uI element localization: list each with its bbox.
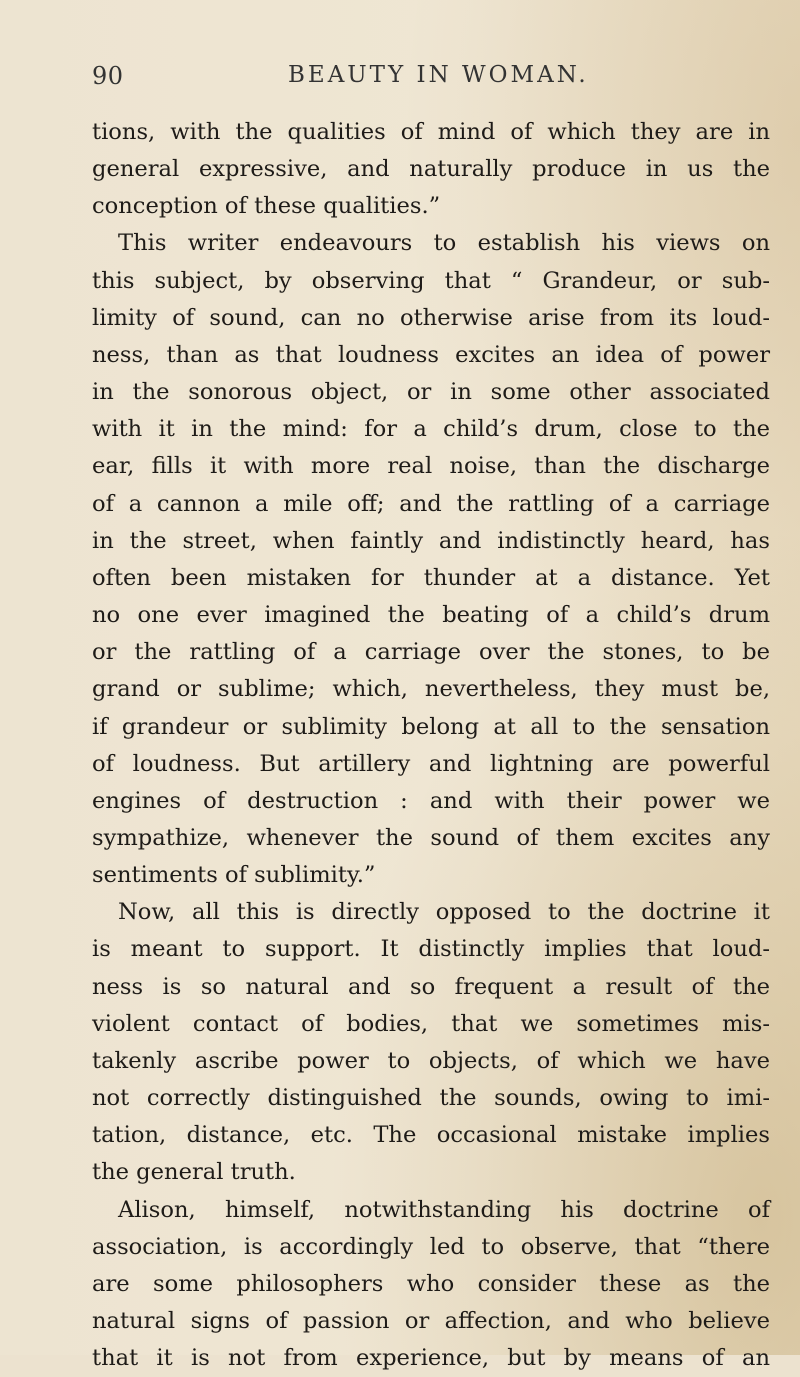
text-line: this subject, by observing that “ Grandeur, or sub- [92, 267, 770, 294]
text-line: no one ever imagined the beating of a child’s drum [92, 602, 770, 629]
text-line: that it is not from experience, but by means of an [92, 1345, 770, 1372]
text-line: often been mistaken for thunder at a distance. Yet [92, 564, 770, 591]
text-line: not correctly distinguished the sounds, owing to imi- [92, 1085, 770, 1112]
text-line: violent contact of bodies, that we sometimes mis- [92, 1010, 770, 1037]
text-line: ear, fills it with more real noise, than the discharge [92, 453, 770, 480]
text-line: are some philosophers who consider these as the [92, 1270, 770, 1297]
text-line: engines of destruction : and with their power we [92, 787, 770, 814]
text-line: limity of sound, can no otherwise arise from its loud- [92, 304, 770, 331]
text-line: grand or sublime; which, nevertheless, they must be, [92, 676, 770, 703]
text-line: tions, with the qualities of mind of which they are in [92, 119, 770, 145]
text-line: the general truth. [92, 1159, 296, 1186]
page-header [92, 62, 732, 102]
text-line: of a cannon a mile off; and the rattling of a carriage [92, 490, 770, 517]
text-line: with it in the mind: for a child’s drum, close to the [92, 416, 770, 443]
page-number: 90 [92, 62, 124, 90]
text-line: This writer endeavours to establish his views on [118, 230, 770, 257]
body-text [92, 114, 770, 1377]
text-line: of loudness. But artillery and lightning are powerful [92, 750, 770, 777]
text-line: tation, distance, etc. The occasional mistake implies [92, 1122, 770, 1149]
text-line: natural signs of passion or affection, and who believe [92, 1308, 770, 1334]
text-line: sympathize, whenever the sound of them excites any [92, 824, 770, 851]
text-line: conception of these qualities.” [92, 193, 441, 220]
text-line: is meant to support. It distinctly implies that loud- [92, 936, 770, 963]
text-line: in the sonorous object, or in some other associated [92, 379, 770, 406]
text-line: ness is so natural and so frequent a result of the [92, 973, 770, 1000]
text-line: general expressive, and naturally produce in us the [92, 156, 770, 183]
text-line: association, is accordingly led to observe, that “there [92, 1233, 770, 1260]
text-line: Alison, himself, notwithstanding his doctrine of [118, 1196, 770, 1223]
text-line: in the street, when faintly and indistinctly heard, has [92, 527, 770, 554]
text-line: if grandeur or sublimity belong at all to the sensation [92, 713, 770, 740]
text-line: ness, than as that loudness excites an idea of power [92, 341, 770, 368]
text-line: takenly ascribe power to objects, of which we have [92, 1047, 770, 1074]
text-line: Now, all this is directly opposed to the doctrine it [118, 899, 770, 926]
text-line: or the rattling of a carriage over the stones, to be [92, 639, 770, 666]
running-head: BEAUTY IN WOMAN. [288, 62, 589, 88]
text-line: sentiments of sublimity.” [92, 862, 376, 889]
